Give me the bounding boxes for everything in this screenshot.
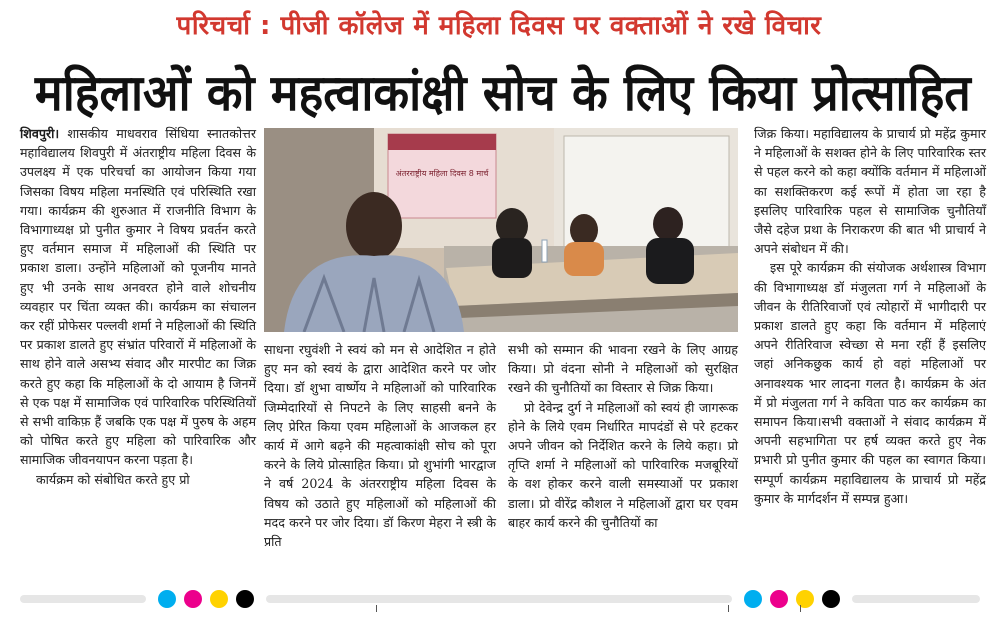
col4-paragraph-2: इस पूरे कार्यक्रम की संयोजक अर्थशास्त्र विभाग की विभागाध्यक्ष डॉ मंजुलता गर्ग ने महिलाओं के जीवन के रीतिरिवाजों एवं त्योहारों में भागीदारी पर प्रकाश डालते हुए कहा कि वर्तमान में महिलाएं अपने रीतिरिवाज स्वेच्छा से मना रहीं हैं इसलिए जहां अनिकछुक कार्य हो वहां महिलाओं पर अनावश्यक भार लादना गलत है। कार्यक्रम के अंत में प्रो मंजुलता गर्ग ने कविता पाठ कर कार्यक्रम का समापन किया।सभी वक्ताओं ने संवाद कार्यक्रम में अपनी सहभागिता पर हर्ष व्यक्त करते हुए नेक प्रभारी प्रो पुनीत कुमार की पहल का स्वागत किया।सम्पूर्ण कार्यक्रम महाविद्यालय के प्राचार्य प्रो महेंद्र कुमार के मार्गदर्शन में सम्पन्न हुआ।: [754, 260, 986, 506]
col4-paragraph-1: जिक्र किया। महाविद्यालय के प्राचार्य प्रो महेंद्र कुमार ने महिलाओं के सशक्त होने के लिए पारिवारिक स्तर से पहल करने को कहा क्योंकि वर्तमान में महिलाओं का सशक्तिकरण कई रूपों में होता जा रहा है इसलिए पारिवारिक पहल से सामाजिक चुनौतियाँ जैसे दहेज प्रथा के निराकरण की बात भी प्राचार्य ने अपने संबोधन में की।: [754, 126, 986, 257]
print-registration-strip: [0, 588, 998, 612]
col2-paragraph-1: साधना रघुवंशी ने स्वयं को मन से आदेशित न होते हुए मन को स्वयं के द्वारा आदेशित करने पर जोर दिया। डॉ शुभा वार्ष्णेय ने महिलाओं को पारिवारिक जिम्मेदारियों से निपटने के लिए साहसी बनने के लिए प्रेरित किया एवम महिलाओं के आजकल हर कार्य में आगे बढ़ने की महत्वाकांक्षी सोच को पूरा करने के लिये प्रोत्साहित किया। प्रो शुभांगी भारद्वाज ने वर्ष 2024 के अंतरराष्ट्रीय महिला दिवस के विषय को उठाते हुए महिलाओं को महिलाओं की मदद करने पर जोर दिया। डॉ किरण मेहरा ने स्त्री के प्रति: [264, 342, 496, 550]
registration-bar-middle: [266, 595, 732, 603]
article-column-2: [264, 340, 496, 551]
col3-paragraph-2: प्रो देवेन्द्र दुर्ग ने महिलाओं को स्वयं ही जागरूक होने के लिये एवम निर्धारित मापदंडों से परे हटकर अपने जीवन को निर्देशित करने के लिये कहा। प्रो तृप्ति शर्मा ने महिलाओं को पारिवारिक मजबूरियों के वश होकर करने वाली समस्याओं पर प्रकाश डाला। प्रो वीरेंद्र कौशल ने महिलाओं द्वारा घर एवम बाहर कार्य करने की चुनौतियों का: [508, 399, 738, 530]
banner-text: अंतरराष्ट्रीय महिला दिवस 8 मार्च: [395, 169, 489, 178]
registration-dot-black-right: [822, 590, 840, 608]
registration-dot-yellow: [210, 590, 228, 608]
registration-bar-right: [852, 595, 980, 603]
dateline: शिवपुरी।: [20, 126, 60, 141]
registration-dot-yellow-right: [796, 590, 814, 608]
headline: महिलाओं को महत्वाकांक्षी सोच के लिए किया प्रोत्साहित: [34, 64, 971, 122]
trim-mark: [376, 605, 377, 612]
registration-dot-cyan: [158, 590, 176, 608]
registration-bar-left: [20, 595, 146, 603]
col1-paragraph-1: शासकीय माधवराव सिंधिया स्नातकोत्तर महाविद्यालय शिवपुरी में अंतराष्ट्रीय महिला दिवस के उपलक्ष्य में एक परिचर्चा का आयोजन किया गया जिसका विषय महिला मनस्थिति एवं परिस्थिति रखा गया। कार्यक्रम की शुरुआत में राजनीति विभाग के विभागाध्यक्ष प्रो पुनीत कुमार ने विषय प्रवर्तन करते हुए वर्तमान समाज में महिलाओं की स्थिति पर प्रकाश डाला। उन्होंने महिलाओं को पूजनीय मानते हुए भी उनके साथ अनवरत होने वाले शोचनीय व्यवहार पर चिंता व्यक्त की। कार्यक्रम का संचालन कर रहीं प्रोफेसर पल्लवी शर्मा ने महिलाओं की स्थिति पर प्रकाश डालते हुए संभ्रांत परिवारों में महिलाओं के साथ होने वाले असभ्य संवाद और मारपीट का जिक्र करते हुए कहा कि महिलाओं के दो आयाम है जिनमें से एक पक्ष में सामाजिक एवं पारिवारिक परिस्थितियों से सभी वाकिफ़ हैं जबकि एक पक्ष में पुरुष के अहम को पोषित करते हुए महिला को पारिवारिक और सामाजिक जीवनयापन करना पड़ता है।: [20, 126, 256, 468]
col1-paragraph-2: कार्यक्रम को संबोधित करते हुए प्रो: [36, 471, 190, 487]
trim-mark: [728, 605, 729, 612]
registration-dot-magenta-right: [770, 590, 788, 608]
article-column-4: [754, 124, 986, 508]
registration-dot-black: [236, 590, 254, 608]
registration-dot-magenta: [184, 590, 202, 608]
kicker-heading: परिचर्चा : पीजी कॉलेज में महिला दिवस पर वक्ताओं ने रखे विचार: [176, 11, 822, 41]
event-photo: [264, 128, 738, 332]
article-column-1: [20, 124, 256, 489]
registration-dot-cyan-right: [744, 590, 762, 608]
trim-mark: [800, 605, 801, 612]
article-column-3: [508, 340, 738, 532]
col3-paragraph-1: सभी को सम्मान की भावना रखने के लिए आग्रह किया। प्रो वंदना सोनी ने महिलाओं को सुरक्षित रखने की चुनौतियों का विस्तार से जिक्र किया।: [508, 342, 738, 396]
